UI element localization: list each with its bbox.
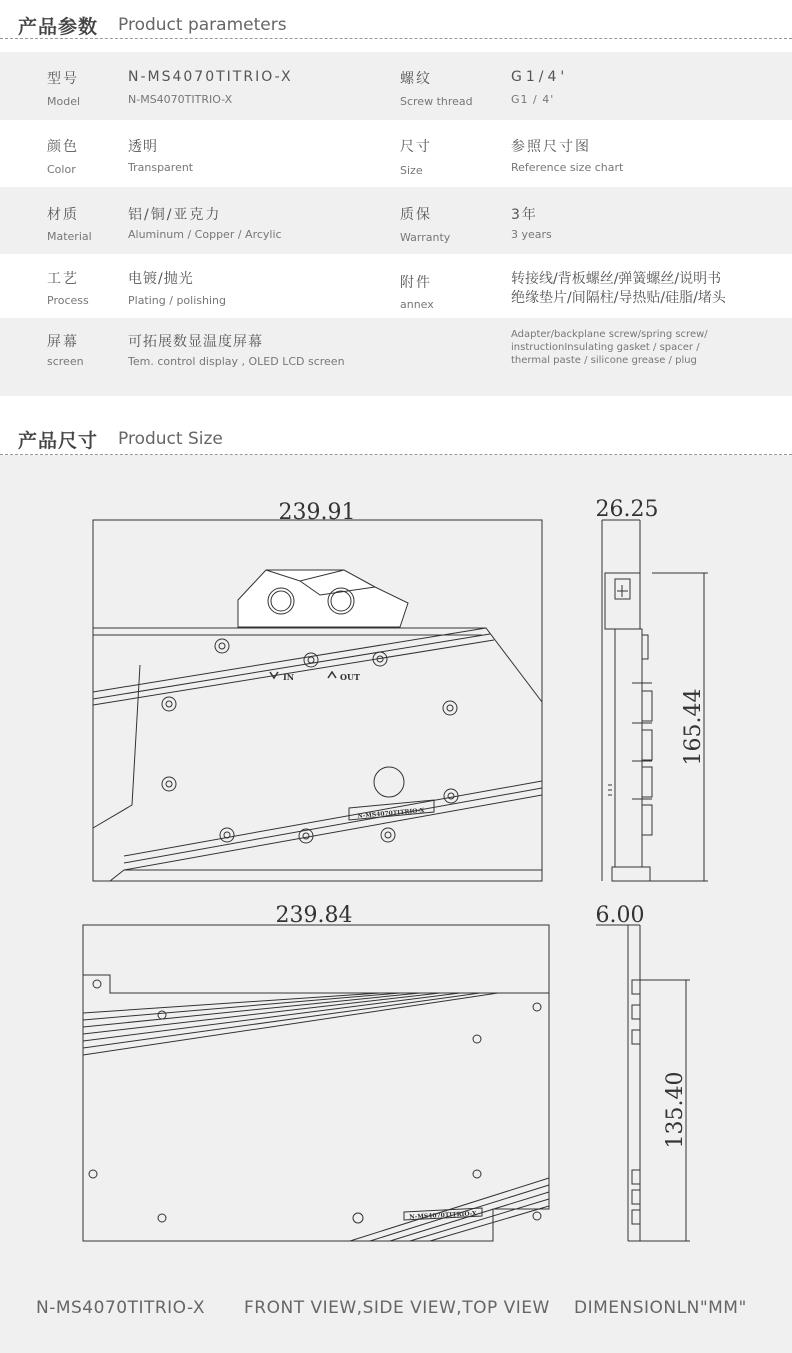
display-hole — [374, 767, 404, 797]
param-label-en: Color — [47, 163, 76, 176]
diag-line — [93, 634, 490, 699]
terminal-block — [238, 570, 408, 627]
param-value: 可拓展数显温度屏幕 — [128, 334, 263, 350]
param-value-en: Tem. control display , OLED LCD screen — [128, 355, 345, 368]
param-label-cn: 材质 — [47, 207, 79, 223]
param-row — [0, 52, 792, 120]
dim-back-height: 135.40 — [663, 1071, 688, 1149]
param-label-en: Process — [47, 294, 89, 307]
size-title-cn: 产品尺寸 — [18, 430, 99, 452]
param-label-cn: 质保 — [400, 207, 432, 223]
param-label-en: Screw thread — [400, 95, 473, 108]
param-row — [0, 318, 792, 384]
param-label-en: Model — [47, 95, 81, 108]
param-label-cn: 工艺 — [47, 271, 79, 287]
footer-views: FRONT VIEW,SIDE VIEW,TOP VIEW — [244, 1298, 550, 1318]
param-value: 透明 — [128, 139, 158, 155]
backplate-edge — [83, 975, 549, 993]
front-view — [93, 520, 542, 881]
param-label-en: Warranty — [400, 231, 451, 244]
param-label-en: annex — [400, 298, 434, 311]
backplate-text: N-MS4070TITRIO-X — [409, 1210, 477, 1221]
diag-line — [124, 781, 542, 856]
param-value: 3年 — [511, 207, 538, 223]
footer-model: N-MS4070TITRIO-X — [36, 1298, 205, 1318]
param-value: 转接线/背板螺丝/弹簧螺丝/说明书 — [511, 271, 722, 287]
param-value: 参照尺寸图 — [511, 139, 591, 155]
param-value: 电镀/抛光 — [128, 271, 194, 287]
param-value: N-MS4070TITRIO-X — [128, 69, 293, 85]
dim-side-depth: 26.25 — [595, 497, 659, 522]
param-label-cn: 尺寸 — [400, 139, 432, 155]
dim-back-depth: 6.00 — [595, 903, 645, 928]
arrow-down-icon — [270, 672, 278, 678]
param-label-cn: 型号 — [47, 71, 79, 87]
arrow-up-icon — [328, 672, 336, 678]
model-plate-text: N-MS4070TITRIO-X — [357, 807, 425, 820]
out-label: OUT — [340, 672, 360, 682]
backplate-outline — [83, 925, 549, 1241]
param-row — [0, 120, 792, 187]
param-value: 绝缘垫片/间隔柱/导热贴/硅脂/堵头 — [511, 290, 726, 306]
param-row — [0, 187, 792, 254]
dimension-drawing — [0, 455, 792, 1353]
param-value: 铝/铜/亚克力 — [128, 207, 222, 223]
param-label-en: Material — [47, 230, 92, 243]
footer-unit: DIMENSIONLN"MM" — [574, 1298, 747, 1318]
side-terminal — [605, 573, 640, 629]
params-title-cn: 产品参数 — [18, 16, 99, 38]
in-label: IN — [283, 672, 295, 682]
side-base — [612, 867, 650, 881]
param-value-en: thermal paste / silicone grease / plug — [511, 355, 697, 366]
size-title-en: Product Size — [118, 429, 223, 449]
param-value: G1/4' — [511, 69, 569, 85]
param-value-en: instructionInsulating gasket / spacer / — [511, 342, 700, 353]
dim-front-width: 239.91 — [278, 500, 356, 525]
side-body — [615, 629, 642, 867]
param-label-cn: 颜色 — [47, 139, 79, 155]
param-label-en: screen — [47, 355, 84, 368]
dim-height: 165.44 — [681, 688, 706, 766]
param-value-en: Transparent — [128, 161, 194, 174]
diag-line — [93, 628, 486, 692]
param-value-en: 3 years — [511, 228, 552, 241]
param-label-en: Size — [400, 164, 423, 177]
param-value-en: Adapter/backplane screw/spring screw/ — [511, 329, 708, 340]
backplate-view — [83, 925, 549, 1241]
diag-line — [124, 788, 542, 863]
divider — [0, 38, 792, 39]
param-value-en: N-MS4070TITRIO-X — [128, 93, 233, 106]
params-table — [0, 52, 792, 396]
param-value-en: Plating / polishing — [128, 294, 226, 307]
param-value-en: G1 / 4' — [511, 93, 555, 106]
param-label-cn: 螺纹 — [400, 71, 432, 87]
param-row — [0, 254, 792, 318]
block-edge — [93, 665, 140, 828]
diag-line — [124, 795, 542, 870]
dim-back-width: 239.84 — [275, 903, 353, 928]
param-label-cn: 屏幕 — [47, 334, 79, 350]
params-title-en: Product parameters — [118, 15, 287, 35]
block-body — [93, 628, 542, 881]
param-label-cn: 附件 — [400, 275, 432, 291]
param-value-en: Aluminum / Copper / Arcylic — [128, 228, 282, 241]
backplate-holes — [89, 980, 541, 1223]
param-value-en: Reference size chart — [511, 161, 624, 174]
